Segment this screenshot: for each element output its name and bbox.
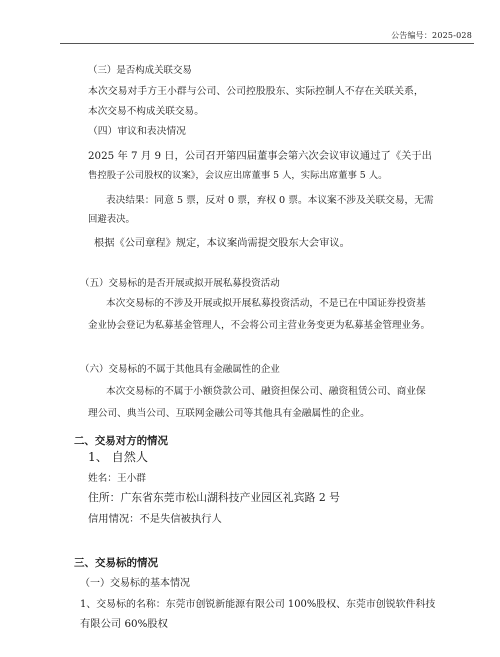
section-5-title: （五）交易标的是否开展或拟开展私募投资活动	[80, 278, 280, 289]
section-6-paragraph-line: 理公司、典当公司、互联网金融公司等其他具有金融属性的企业。	[88, 408, 370, 419]
part-3-item-line: 1、交易标的名称：东莞市创锐新能源有限公司 100%股权、东莞市创锐软件科技	[80, 599, 436, 610]
part-3-title: 三、交易标的情况	[74, 557, 158, 569]
part-2-item-natural-person: 1、 自然人	[88, 450, 148, 464]
part-2-credit-status: 信用情况：不是失信被执行人	[88, 513, 222, 525]
section-4-vote-line: 回避表决。	[88, 214, 135, 225]
section-3-title: （三）是否构成关联交易	[88, 65, 192, 76]
section-6-paragraph-line: 本次交易标的不属于小额贷款公司、融资担保公司、融资租赁公司、商业保	[106, 386, 426, 397]
section-4-articles-line: 根据《公司章程》规定，本议案尚需提交股东大会审议。	[94, 237, 350, 249]
section-5-paragraph-line: 本次交易标的不涉及开展或拟开展私募投资活动，不是已在中国证券投资基	[106, 298, 426, 309]
section-3-paragraph-line: 本次交易不构成关联交易。	[88, 106, 204, 117]
section-4-paragraph-line: 售控股子公司股权的议案》，会议应出席董事 5 人，实际出席董事 5 人。	[88, 170, 388, 181]
part-3-subsection-title: （一）交易标的基本情况	[80, 578, 190, 589]
section-4-title: （四）审议和表决情况	[88, 126, 186, 137]
section-4-paragraph-line: 2025 年 7 月 9 日，公司召开第四届董事会第六次会议审议通过了《关于出	[88, 150, 432, 162]
part-2-title: 二、交易对方的情况	[74, 435, 168, 447]
part-3-item-line: 有限公司 60%股权	[80, 618, 168, 630]
section-3-paragraph-line: 本次交易对手方王小群与公司、公司控股股东、实际控制人不存在关联关系，	[88, 86, 424, 97]
section-5-paragraph-line: 金业协会登记为私募基金管理人，不会将公司主营业务变更为私募基金管理业务。	[88, 320, 431, 331]
announcement-number: 公告编号：2025-028	[391, 31, 472, 40]
section-6-title: （六）交易标的不属于其他具有金融属性的企业	[80, 364, 280, 375]
section-4-vote-line: 表决结果：同意 5 票，反对 0 票，弃权 0 票。本议案不涉及关联交易，无需	[106, 195, 434, 206]
part-2-address: 住所：广东省东莞市松山湖科技产业园区礼宾路 2 号	[88, 491, 340, 504]
part-2-name: 姓名：王小群	[88, 473, 146, 484]
